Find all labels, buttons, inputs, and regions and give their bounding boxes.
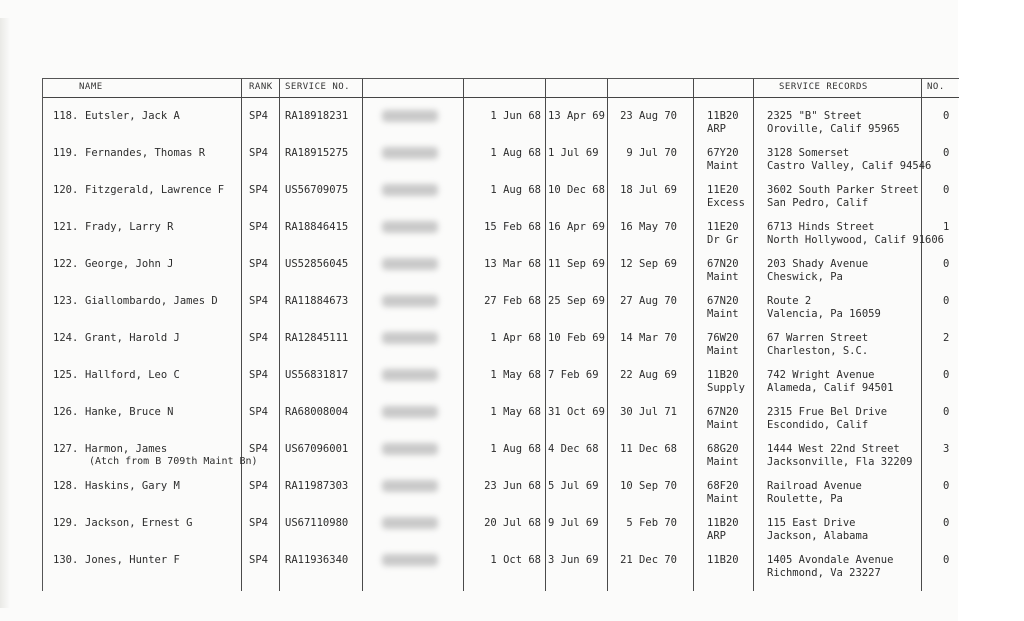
mos-code-cell: 67N20 <box>707 406 739 418</box>
rank-cell: SP4 <box>249 406 268 418</box>
soldier-name: Grant, Harold J <box>85 332 180 344</box>
mos-code-cell: 11B20 <box>707 369 739 381</box>
count-cell: 0 <box>943 517 950 529</box>
redacted-cell <box>382 554 438 566</box>
rank-cell: SP4 <box>249 554 268 566</box>
date-cell: 16 May 70 <box>620 221 677 233</box>
address-line2: Escondido, Calif <box>767 419 869 431</box>
mos-code-cell: 67Y20 <box>707 147 739 159</box>
address-line1: 3602 South Parker Street <box>767 184 919 196</box>
date-cell: 14 Mar 70 <box>620 332 677 344</box>
header-service-no: SERVICE NO. <box>285 82 351 92</box>
row-number: 121. <box>53 221 79 233</box>
date-cell: 22 Aug 69 <box>620 369 677 381</box>
page-edge-shadow <box>0 18 10 608</box>
rank-cell: SP4 <box>249 332 268 344</box>
rank-cell: SP4 <box>249 221 268 233</box>
table-row <box>43 175 959 212</box>
table-row <box>43 286 959 323</box>
redacted-cell <box>382 184 438 196</box>
rank-cell: SP4 <box>249 184 268 196</box>
service-number-cell: US56831817 <box>285 369 349 381</box>
row-number: 130. <box>53 554 79 566</box>
row-number: 120. <box>53 184 79 196</box>
table-row <box>43 471 959 508</box>
date-cell: 1 Aug 68 <box>490 443 541 455</box>
address-line1: 1405 Avondale Avenue <box>767 554 894 566</box>
mos-duty-cell: Dr Gr <box>707 234 739 246</box>
table-row <box>43 545 959 582</box>
address-line2: Castro Valley, Calif 94546 <box>767 160 932 172</box>
soldier-name: Jones, Hunter F <box>85 554 180 566</box>
row-number: 126. <box>53 406 79 418</box>
table-row <box>43 397 959 434</box>
count-cell: 0 <box>943 184 950 196</box>
redacted-cell <box>382 295 438 307</box>
row-number: 127. <box>53 443 79 455</box>
mos-duty-cell: ARP <box>707 530 726 542</box>
row-number: 118. <box>53 110 79 122</box>
soldier-name: Eutsler, Jack A <box>85 110 180 122</box>
count-cell: 2 <box>943 332 950 344</box>
address-line1: 115 East Drive <box>767 517 856 529</box>
date-cell: 30 Jul 71 <box>620 406 677 418</box>
date-cell: 23 Jun 68 <box>484 480 541 492</box>
soldier-name: Hanke, Bruce N <box>85 406 174 418</box>
row-number: 124. <box>53 332 79 344</box>
address-line2: Jacksonville, Fla 32209 <box>767 456 913 468</box>
redacted-cell <box>382 480 438 492</box>
mos-code-cell: 11E20 <box>707 184 739 196</box>
rank-cell: SP4 <box>249 517 268 529</box>
date-cell: 16 Apr 69 <box>548 221 605 233</box>
date-cell: 13 Mar 68 <box>484 258 541 270</box>
address-line2: Alameda, Calif 94501 <box>767 382 894 394</box>
mos-code-cell: 11B20 <box>707 517 739 529</box>
roster-table <box>42 78 959 591</box>
date-cell: 9 Jul 70 <box>626 147 677 159</box>
address-line1: 6713 Hinds Street <box>767 221 875 233</box>
count-cell: 3 <box>943 443 950 455</box>
service-number-cell: RA68008004 <box>285 406 349 418</box>
service-number-cell: RA18915275 <box>285 147 349 159</box>
date-cell: 3 Jun 69 <box>548 554 599 566</box>
mos-duty-cell: Maint <box>707 456 739 468</box>
rank-cell: SP4 <box>249 295 268 307</box>
address-line2: North Hollywood, Calif 91606 <box>767 234 945 246</box>
redacted-cell <box>382 110 438 122</box>
address-line2: San Pedro, Calif <box>767 197 869 209</box>
soldier-name: George, John J <box>85 258 174 270</box>
mos-code-cell: 68G20 <box>707 443 739 455</box>
mos-code-cell: 11B20 <box>707 110 739 122</box>
service-number-cell: RA18918231 <box>285 110 349 122</box>
soldier-name: Fitzgerald, Lawrence F <box>85 184 225 196</box>
date-cell: 12 Sep 69 <box>620 258 677 270</box>
date-cell: 13 Apr 69 <box>548 110 605 122</box>
date-cell: 1 Oct 68 <box>490 554 541 566</box>
service-number-cell: US67096001 <box>285 443 349 455</box>
address-line1: 2315 Frue Bel Drive <box>767 406 888 418</box>
address-line2: Jackson, Alabama <box>767 530 869 542</box>
row-number: 122. <box>53 258 79 270</box>
address-line2: Valencia, Pa 16059 <box>767 308 881 320</box>
mos-code-cell: 67N20 <box>707 295 739 307</box>
table-row <box>43 508 959 545</box>
header-name: NAME <box>79 82 103 92</box>
date-cell: 1 Aug 68 <box>490 184 541 196</box>
date-cell: 11 Dec 68 <box>620 443 677 455</box>
row-number: 125. <box>53 369 79 381</box>
date-cell: 11 Sep 69 <box>548 258 605 270</box>
redacted-cell <box>382 369 438 381</box>
date-cell: 23 Aug 70 <box>620 110 677 122</box>
table-header <box>43 79 959 98</box>
mos-duty-cell: Maint <box>707 419 739 431</box>
soldier-name: Haskins, Gary M <box>85 480 180 492</box>
date-cell: 1 Jun 68 <box>490 110 541 122</box>
soldier-name: Hallford, Leo C <box>85 369 180 381</box>
date-cell: 5 Feb 70 <box>626 517 677 529</box>
header-records: SERVICE RECORDS <box>779 82 868 92</box>
table-row <box>43 434 959 471</box>
address-line2: Cheswick, Pa <box>767 271 843 283</box>
rank-cell: SP4 <box>249 369 268 381</box>
table-row <box>43 249 959 286</box>
rank-cell: SP4 <box>249 480 268 492</box>
redacted-cell <box>382 443 438 455</box>
mos-code-cell: 11E20 <box>707 221 739 233</box>
address-line1: 3128 Somerset <box>767 147 850 159</box>
mos-duty-cell: Excess <box>707 197 745 209</box>
mos-duty-cell: ARP <box>707 123 726 135</box>
count-cell: 1 <box>943 221 950 233</box>
service-number-cell: US52856045 <box>285 258 349 270</box>
rank-cell: SP4 <box>249 147 268 159</box>
count-cell: 0 <box>943 258 950 270</box>
address-line1: Route 2 <box>767 295 812 307</box>
address-line1: 742 Wright Avenue <box>767 369 875 381</box>
table-row <box>43 138 959 175</box>
row-number: 129. <box>53 517 79 529</box>
mos-duty-cell: Maint <box>707 345 739 357</box>
header-no: NO. <box>927 82 945 92</box>
count-cell: 0 <box>943 406 950 418</box>
date-cell: 27 Feb 68 <box>484 295 541 307</box>
redacted-cell <box>382 332 438 344</box>
date-cell: 27 Aug 70 <box>620 295 677 307</box>
soldier-name: Frady, Larry R <box>85 221 174 233</box>
address-line1: 1444 West 22nd Street <box>767 443 900 455</box>
address-line1: 203 Shady Avenue <box>767 258 869 270</box>
date-cell: 20 Jul 68 <box>484 517 541 529</box>
count-cell: 0 <box>943 110 950 122</box>
mos-code-cell: 67N20 <box>707 258 739 270</box>
row-number: 128. <box>53 480 79 492</box>
count-cell: 0 <box>943 369 950 381</box>
date-cell: 4 Dec 68 <box>548 443 599 455</box>
table-row <box>43 360 959 397</box>
soldier-name: Jackson, Ernest G <box>85 517 193 529</box>
service-number-cell: RA12845111 <box>285 332 349 344</box>
rank-cell: SP4 <box>249 443 268 455</box>
row-number: 119. <box>53 147 79 159</box>
date-cell: 1 Apr 68 <box>490 332 541 344</box>
service-number-cell: RA11987303 <box>285 480 349 492</box>
date-cell: 31 Oct 69 <box>548 406 605 418</box>
date-cell: 1 May 68 <box>490 369 541 381</box>
redacted-cell <box>382 221 438 233</box>
date-cell: 1 May 68 <box>490 406 541 418</box>
mos-code-cell: 11B20 <box>707 554 739 566</box>
date-cell: 5 Jul 69 <box>548 480 599 492</box>
date-cell: 10 Feb 69 <box>548 332 605 344</box>
mos-duty-cell: Maint <box>707 271 739 283</box>
soldier-name: Fernandes, Thomas R <box>85 147 206 159</box>
date-cell: 25 Sep 69 <box>548 295 605 307</box>
service-number-cell: RA18846415 <box>285 221 349 233</box>
address-line2: Oroville, Calif 95965 <box>767 123 900 135</box>
rank-cell: SP4 <box>249 110 268 122</box>
mos-duty-cell: Maint <box>707 493 739 505</box>
soldier-name: Harmon, James <box>85 443 168 455</box>
address-line2: Roulette, Pa <box>767 493 843 505</box>
date-cell: 21 Dec 70 <box>620 554 677 566</box>
row-number: 123. <box>53 295 79 307</box>
table-row <box>43 323 959 360</box>
redacted-cell <box>382 517 438 529</box>
service-number-cell: US67110980 <box>285 517 349 529</box>
address-line1: 2325 "B" Street <box>767 110 862 122</box>
row-note: (Atch from B 709th Maint Bn) <box>89 456 258 467</box>
mos-code-cell: 76W20 <box>707 332 739 344</box>
address-line2: Charleston, S.C. <box>767 345 869 357</box>
date-cell: 1 Jul 69 <box>548 147 599 159</box>
soldier-name: Giallombardo, James D <box>85 295 218 307</box>
date-cell: 18 Jul 69 <box>620 184 677 196</box>
rank-cell: SP4 <box>249 258 268 270</box>
date-cell: 15 Feb 68 <box>484 221 541 233</box>
date-cell: 9 Jul 69 <box>548 517 599 529</box>
date-cell: 1 Aug 68 <box>490 147 541 159</box>
count-cell: 0 <box>943 480 950 492</box>
mos-duty-cell: Maint <box>707 308 739 320</box>
address-line2: Richmond, Va 23227 <box>767 567 881 579</box>
mos-duty-cell: Maint <box>707 160 739 172</box>
table-row <box>43 101 959 138</box>
redacted-cell <box>382 147 438 159</box>
service-number-cell: RA11936340 <box>285 554 349 566</box>
redacted-cell <box>382 258 438 270</box>
date-cell: 10 Dec 68 <box>548 184 605 196</box>
header-rank: RANK <box>249 82 273 92</box>
address-line1: Railroad Avenue <box>767 480 862 492</box>
service-number-cell: US56709075 <box>285 184 349 196</box>
address-line1: 67 Warren Street <box>767 332 869 344</box>
redacted-cell <box>382 406 438 418</box>
count-cell: 0 <box>943 554 950 566</box>
count-cell: 0 <box>943 295 950 307</box>
table-row <box>43 212 959 249</box>
date-cell: 7 Feb 69 <box>548 369 599 381</box>
service-number-cell: RA11884673 <box>285 295 349 307</box>
mos-duty-cell: Supply <box>707 382 745 394</box>
count-cell: 0 <box>943 147 950 159</box>
date-cell: 10 Sep 70 <box>620 480 677 492</box>
mos-code-cell: 68F20 <box>707 480 739 492</box>
